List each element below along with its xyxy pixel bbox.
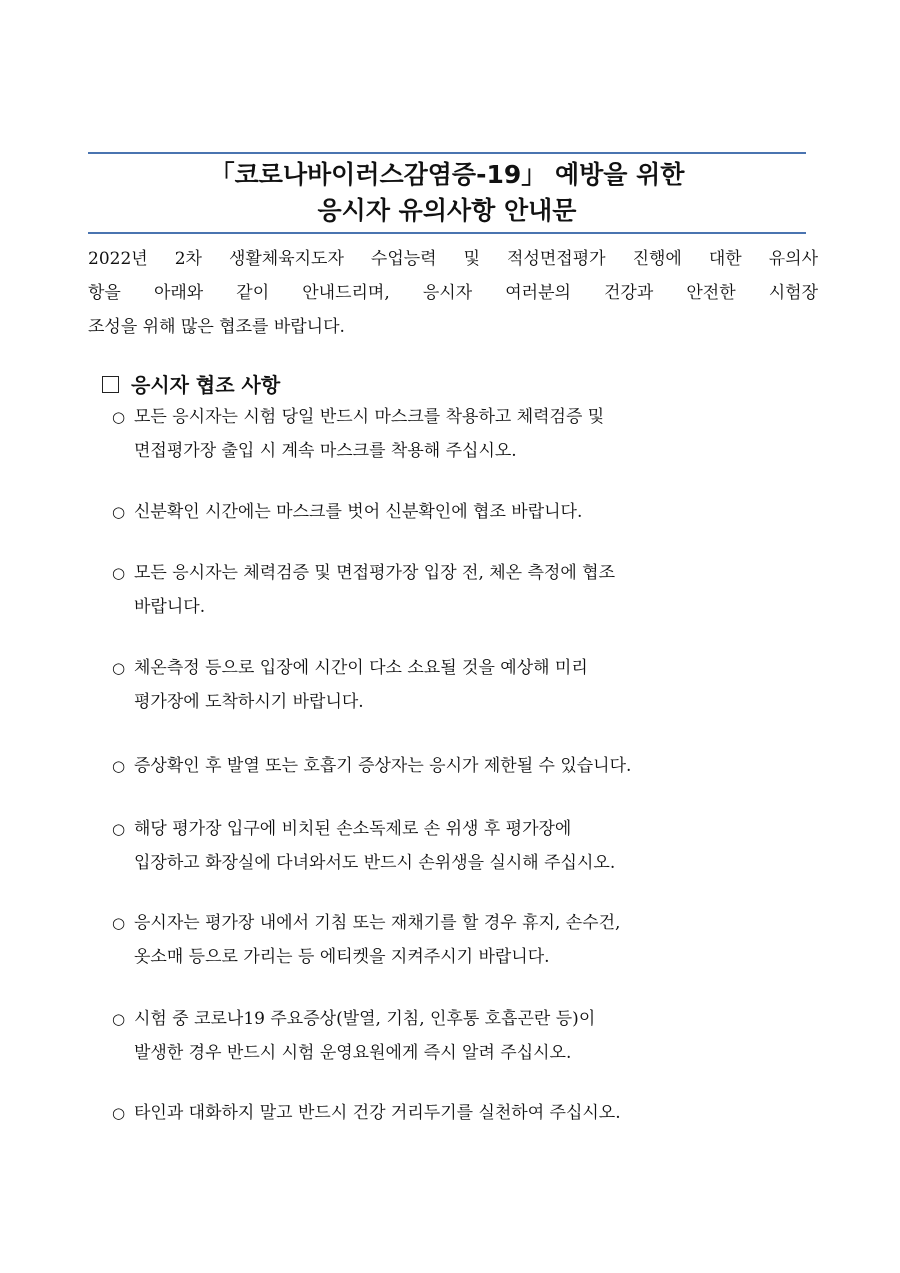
list-item (112, 651, 822, 719)
title-line-2: 응시자 유의사항 안내문 (317, 196, 577, 225)
circle-bullet-icon: ○ (112, 914, 126, 932)
section-heading-text: 응시자 협조 사항 (131, 373, 281, 397)
circle-bullet-icon: ○ (112, 1104, 126, 1122)
circle-bullet-icon: ○ (112, 820, 126, 838)
item-text: 체온측정 등으로 입장에 시간이 다소 소요될 것을 예상해 미리 (134, 658, 588, 678)
list-item (112, 1096, 822, 1130)
list-item (112, 906, 822, 974)
list-item (112, 812, 822, 880)
list-item (112, 556, 822, 624)
circle-bullet-icon: ○ (112, 408, 126, 426)
document-title (88, 152, 806, 234)
item-text-cont: 발생한 경우 반드시 시험 운영요원에게 즉시 알려 주십시오. (134, 1043, 572, 1063)
item-text: 타인과 대화하지 말고 반드시 건강 거리두기를 실천하여 주십시오. (134, 1103, 621, 1123)
intro-paragraph (88, 242, 818, 344)
circle-bullet-icon: ○ (112, 659, 126, 677)
item-text: 모든 응시자는 체력검증 및 면접평가장 입장 전, 체온 측정에 협조 (134, 563, 616, 583)
item-text: 시험 중 코로나19 주요증상(발열, 기침, 인후통 호흡곤란 등)이 (134, 1009, 596, 1029)
item-text-cont: 면접평가장 출입 시 계속 마스크를 착용해 주십시오. (134, 441, 517, 461)
circle-bullet-icon: ○ (112, 564, 126, 582)
item-text-cont: 옷소매 등으로 가리는 등 에티켓을 지켜주시기 바랍니다. (134, 947, 550, 967)
item-text: 해당 평가장 입구에 비치된 손소독제로 손 위생 후 평가장에 (134, 819, 572, 839)
item-text: 모든 응시자는 시험 당일 반드시 마스크를 착용하고 체력검증 및 (134, 407, 605, 427)
intro-line: 2022년 2차 생활체육지도자 수업능력 및 적성면접평가 진행에 대한 유의사 (88, 249, 818, 269)
list-item (112, 749, 822, 783)
intro-line: 항을 아래와 같이 안내드리며, 응시자 여러분의 건강과 안전한 시험장 (88, 283, 818, 303)
item-text-cont: 바랍니다. (134, 597, 206, 617)
intro-line: 조성을 위해 많은 협조를 바랍니다. (88, 317, 345, 337)
list-item (112, 1002, 822, 1070)
circle-bullet-icon: ○ (112, 503, 126, 521)
circle-bullet-icon: ○ (112, 757, 126, 775)
title-line-1: 「코로나바이러스감염증-19」 예방을 위한 (209, 160, 685, 189)
item-text-cont: 입장하고 화장실에 다녀와서도 반드시 손위생을 실시해 주십시오. (134, 853, 616, 873)
list-item (112, 495, 822, 529)
item-text: 신분확인 시간에는 마스크를 벗어 신분확인에 협조 바랍니다. (134, 502, 583, 522)
item-text: 증상확인 후 발열 또는 호흡기 증상자는 응시가 제한될 수 있습니다. (134, 756, 632, 776)
checkbox-square-icon (102, 376, 119, 393)
list-item (112, 400, 822, 468)
item-text-cont: 평가장에 도착하시기 바랍니다. (134, 692, 364, 712)
circle-bullet-icon: ○ (112, 1010, 126, 1028)
item-text: 응시자는 평가장 내에서 기침 또는 재채기를 할 경우 휴지, 손수건, (134, 913, 621, 933)
section-heading (102, 370, 280, 400)
